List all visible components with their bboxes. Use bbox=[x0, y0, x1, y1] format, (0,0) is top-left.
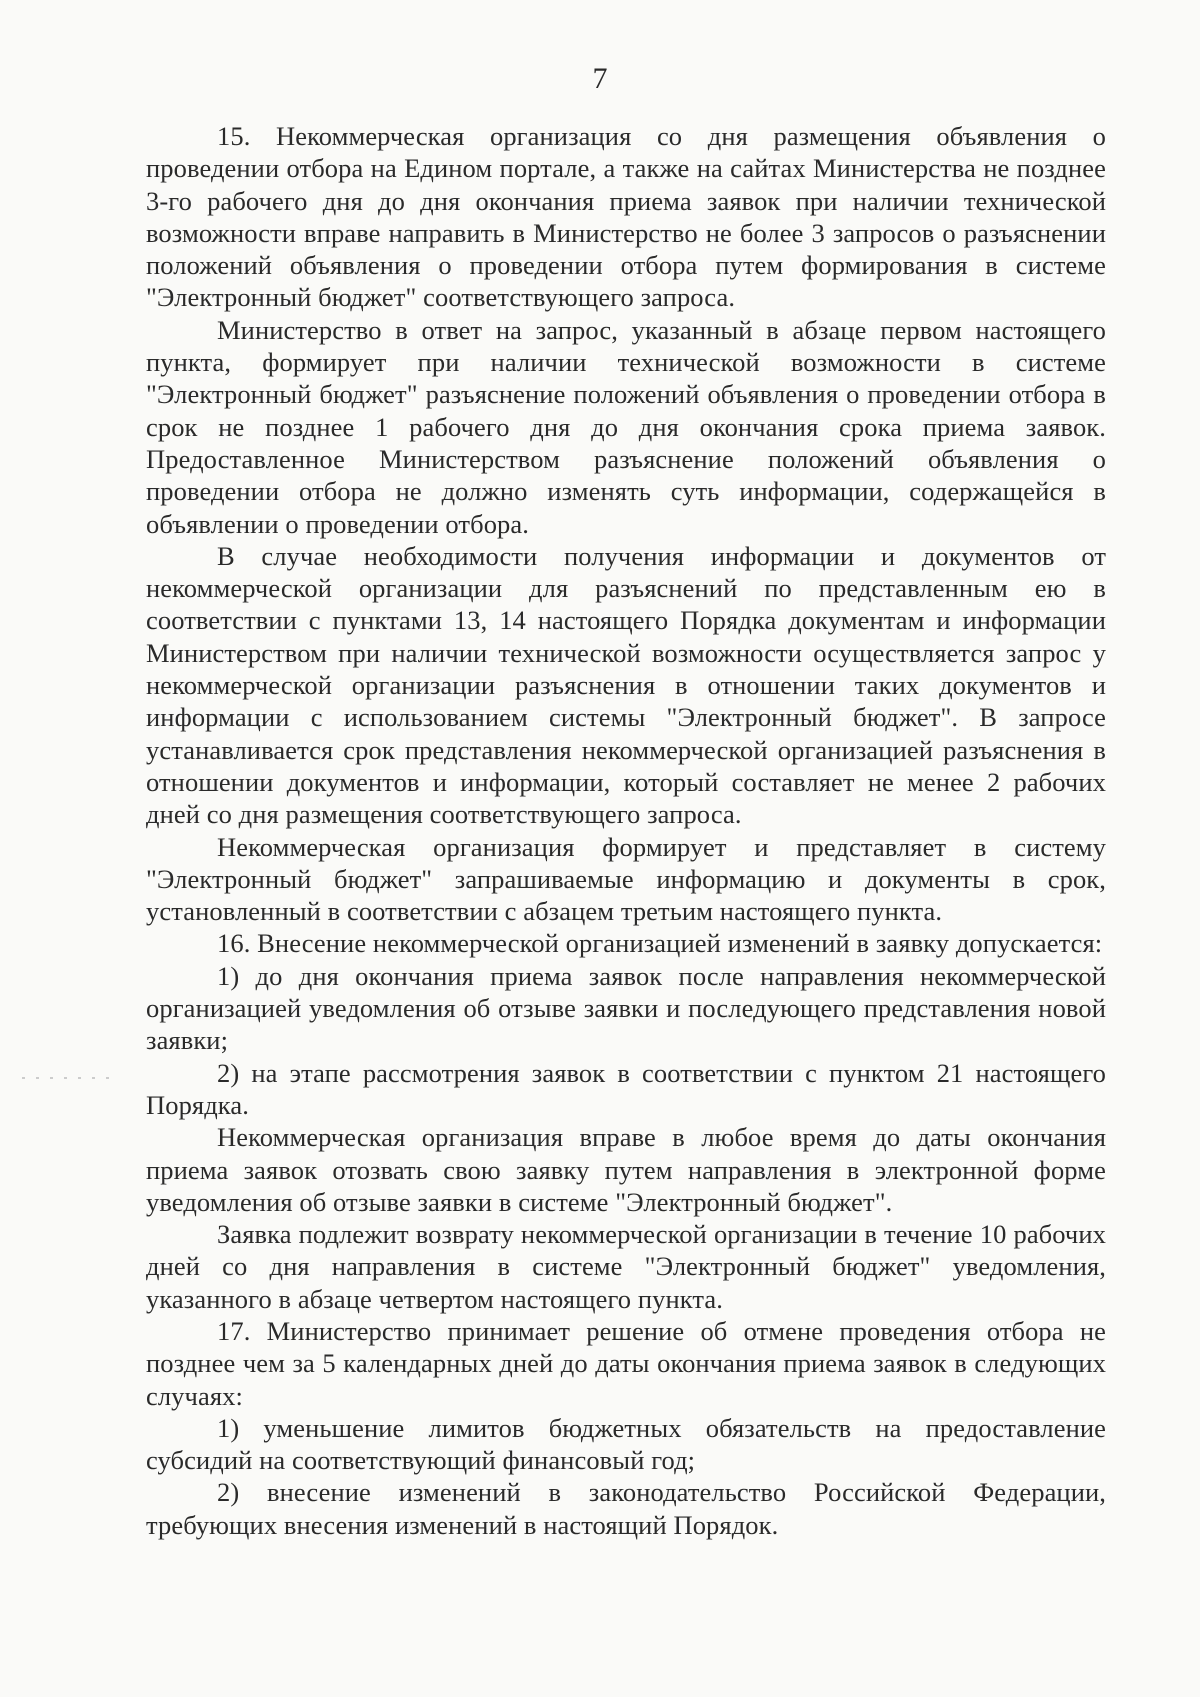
paragraph-17-intro: 17. Министерство принимает решение об отмене проведения отбора не позднее чем за 5 календарных дней до даты окончания приема заявок в следующих случаях: bbox=[146, 1315, 1106, 1411]
page-number: 7 bbox=[592, 62, 608, 95]
paragraph-16-item-2: 2) на этапе рассмотрения заявок в соответствии с пунктом 21 настоящего Порядка. bbox=[146, 1057, 1106, 1120]
paragraph-16-item-1: 1) до дня окончания приема заявок после направления некоммерческой организацией уведомления об отзыве заявки и последующего представления новой заявки; bbox=[146, 960, 1106, 1056]
paragraph-17-item-1: 1) уменьшение лимитов бюджетных обязательств на предоставление субсидий на соответствующий финансовый год; bbox=[146, 1412, 1106, 1476]
paragraph-15-intro: 15. Некоммерческая организация со дня размещения объявления о проведении отбора на Едином портале, а также на сайтах Министерства не позднее 3-го рабочего дня до дня окончания приема заявок при наличии технической возможности вправе направить в Министерство не более 3 запросов о разъяснении положений объявления о проведении отбора путем формирования в системе "Электронный бюджет" соответствующего запроса. bbox=[146, 121, 1106, 313]
paragraph-16-intro: 16. Внесение некоммерческой организацией изменений в заявку допускается: bbox=[217, 928, 1103, 959]
paragraph-info-submission: Некоммерческая организация формирует и представляет в систему "Электронный бюджет" запрашиваемые информацию и документы в срок, установленный в соответствии с абзацем третьим настоящего пункта. bbox=[146, 831, 1106, 927]
paragraph-info-request: В случае необходимости получения информации и документов от некоммерческой организации для разъяснений по представленным ею в соответствии с пунктами 13, 14 настоящего Порядка документам и информации Министерством при наличии технической возможности осуществляется запрос у некоммерческой организации разъяснения в отношении таких документов и информации с использованием системы "Электронный бюджет". В запросе устанавливается срок представления некоммерческой организацией разъяснения в отношении документов и информации, который составляет не менее 2 рабочих дней со дня размещения соответствующего запроса. bbox=[146, 540, 1106, 830]
document-body bbox=[146, 120, 1106, 1541]
paragraph-17-item-2: 2) внесение изменений в законодательство Российской Федерации, требующих внесения изменений в настоящий Порядок. bbox=[146, 1477, 1106, 1540]
paragraph-application-return: Заявка подлежит возврату некоммерческой организации в течение 10 рабочих дней со дня направления в системе "Электронный бюджет" уведомления, указанного в абзаце четвертом настоящего пункта. bbox=[146, 1219, 1106, 1314]
paragraph-application-withdrawal: Некоммерческая организация вправе в любое время до даты окончания приема заявок отозвать свою заявку путем направления в электронной форме уведомления об отзыве заявки в системе "Электронный бюджет". bbox=[146, 1122, 1106, 1217]
scan-artifact-speckles bbox=[22, 1077, 112, 1079]
paragraph-ministry-response: Министерство в ответ на запрос, указанный в абзаце первом настоящего пункта, формирует при наличии технической возможности в системе "Электронный бюджет" разъяснение положений объявления о проведении отбора в срок не позднее 1 рабочего дня до дня окончания срока приема заявок. Предоставленное Министерством разъяснение положений объявления о проведении отбора не должно изменять суть информации, содержащейся в объявлении о проведении отбора. bbox=[146, 314, 1106, 539]
